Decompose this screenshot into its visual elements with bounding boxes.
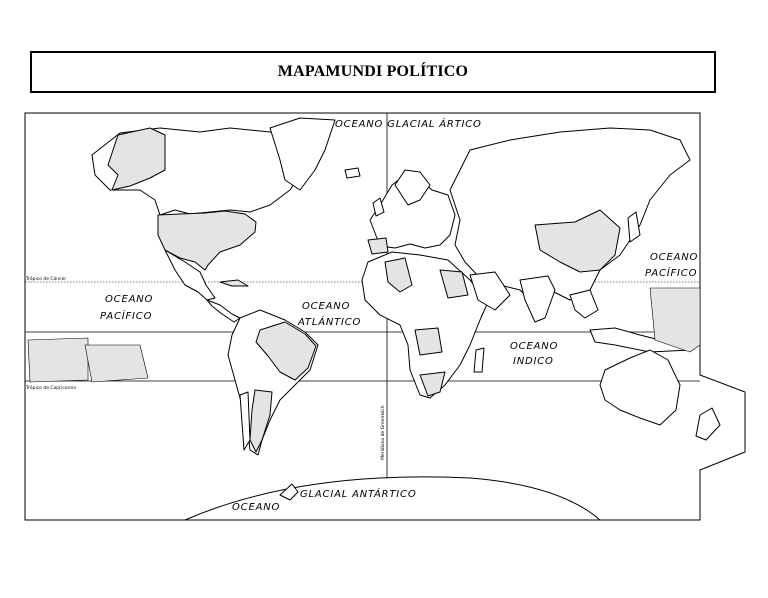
congo <box>415 328 442 355</box>
chile-strip <box>240 392 250 450</box>
ocean-label-antarctic-2: GLACIAL ANTÁRTICO <box>300 489 417 500</box>
iceland <box>345 168 360 178</box>
ocean-label-arctic: OCEANO GLACIAL ÁRTICO <box>335 119 482 130</box>
ocean-label-pacific-east-1: OCEANO <box>650 252 699 263</box>
ocean-label-atlantic-1: OCEANO <box>302 301 351 312</box>
central-america <box>207 300 240 322</box>
ocean-label-pacific-east-2: PACÍFICO <box>645 268 698 279</box>
new-zealand <box>696 408 720 440</box>
ocean-label-indian-1: OCEANO <box>510 341 559 352</box>
spain <box>368 238 388 254</box>
ocean-label-pacific-west-2: PACÍFICO <box>100 311 153 322</box>
southeast-asia <box>570 290 598 318</box>
tropic-of-capricorn-label: Trópico de Capricornio <box>26 386 77 391</box>
tropic-of-cancer-label: Trópico de Cáncer <box>26 277 67 282</box>
india <box>520 276 555 322</box>
ocean-label-indian-2: INDICO <box>513 356 554 367</box>
madagascar <box>474 348 484 372</box>
pacific-islands-south <box>85 345 148 382</box>
ocean-label-antarctic-1: OCEANO <box>232 502 281 513</box>
cuba <box>220 280 248 286</box>
greenwich-meridian-label: Meridiano de Greenwich <box>381 405 386 460</box>
ocean-label-pacific-west-1: OCEANO <box>105 294 154 305</box>
australia <box>600 350 680 425</box>
ocean-label-atlantic-2: ATLÁNTICO <box>298 317 362 328</box>
map-title: MAPAMUNDI POLÍTICO <box>277 63 469 80</box>
pacific-islands-west <box>28 338 88 382</box>
